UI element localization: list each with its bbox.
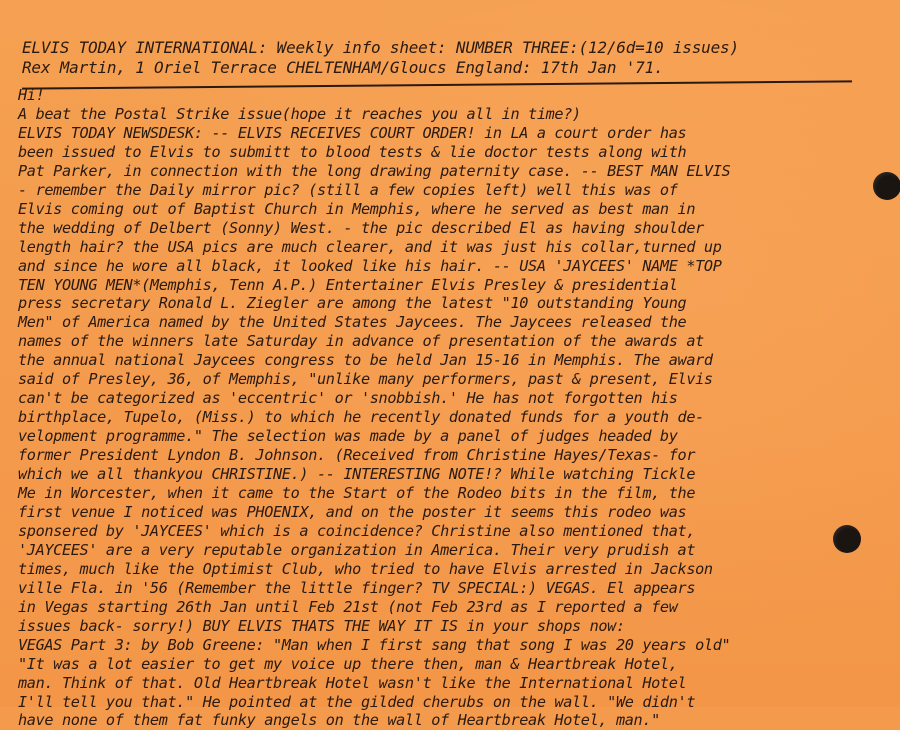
body-line: which we all thankyou CHRISTINE.) -- INTERESTING NOTE!? While watching Tickle (18, 465, 696, 484)
body-line: - remember the Daily mirror pic? (still a few copies left) well this was of (18, 180, 678, 199)
body-line: Hi! (18, 86, 45, 104)
body-line: Pat Parker, in connection with the long drawing paternity case. -- BEST MAN ELVIS (18, 161, 731, 180)
body-line: 'JAYCEES' are a very reputable organization in America. Their very prudish at (18, 540, 696, 559)
body-line: issues back- sorry!) BUY ELVIS THATS THE WAY IT IS in your shops now: (18, 616, 625, 635)
body-line: length hair? the USA pics are much clearer, and it was just his collar,turned up (18, 237, 722, 256)
body-line: have none of them fat funky angels on the wall of Heartbreak Hotel, man." (18, 711, 660, 730)
body-line: man. Think of that. Old Heartbreak Hotel wasn't like the International Hotel (18, 673, 687, 692)
body-line: former President Lyndon B. Johnson. (Received from Christine Hayes/Texas- for (18, 446, 696, 465)
body-line: Me in Worcester, when it came to the Start of the Rodeo bits in the film, the (18, 484, 696, 503)
body-line: the annual national Jaycees congress to be held Jan 15-16 in Memphis. The award (18, 351, 713, 370)
body-line: I'll tell you that." He pointed at the gilded cherubs on the wall. "We didn't (18, 692, 696, 711)
body-line: birthplace, Tupelo, (Miss.) to which he recently donated funds for a youth de- (18, 408, 704, 427)
body-line: VEGAS Part 3: by Bob Greene: "Man when I first sang that song I was 20 years old" (18, 635, 731, 654)
body-line: the wedding of Delbert (Sonny) West. - the pic described El as having shoulder (18, 218, 704, 237)
body-line: Men" of America named by the United States Jaycees. The Jaycees released the (18, 313, 687, 332)
body-line: first venue I noticed was PHOENIX, and on the poster it seems this rodeo was (18, 502, 687, 521)
body-line: can't be categorized as 'eccentric' or 'snobbish.' He has not forgotten his (18, 389, 678, 408)
body-line: and since he wore all black, it looked like his hair. -- USA 'JAYCEES' NAME *TOP (18, 256, 722, 275)
body-line: press secretary Ronald L. Ziegler are among the latest "10 outstanding Young (18, 294, 687, 313)
body-line: A beat the Postal Strike issue(hope it reaches you all in time?) (18, 104, 581, 123)
body-line: names of the winners late Saturday in advance of presentation of the awards at (18, 332, 704, 351)
punch-hole (873, 172, 900, 200)
header-title-line: ELVIS TODAY INTERNATIONAL: Weekly info sheet: NUMBER THREE:(12/6d=10 issues) (22, 38, 739, 57)
punch-hole (833, 525, 861, 553)
body-line: times, much like the Optimist Club, who tried to have Elvis arrested in Jackson (18, 559, 713, 578)
newsletter-body (18, 86, 888, 730)
body-line: ville Fla. in '56 (Remember the little finger? TV SPECIAL:) VEGAS. El appears (18, 578, 696, 597)
body-line: in Vegas starting 26th Jan until Feb 21st (not Feb 23rd as I reported a few (18, 597, 678, 616)
body-line: velopment programme." The selection was made by a panel of judges headed by (18, 427, 678, 446)
body-line: "It was a lot easier to get my voice up there then, man & Heartbreak Hotel, (18, 654, 678, 673)
body-line: ELVIS TODAY NEWSDESK: -- ELVIS RECEIVES COURT ORDER! in LA a court order has (18, 123, 687, 142)
body-line: Elvis coming out of Baptist Church in Memphis, where he served as best man in (18, 199, 696, 218)
sheet-header (22, 38, 882, 78)
body-line: said of Presley, 36, of Memphis, "unlike many performers, past & present, Elvis (18, 370, 713, 389)
body-line: sponsered by 'JAYCEES' which is a coincidence? Christine also mentioned that, (18, 521, 696, 540)
body-line: TEN YOUNG MEN*(Memphis, Tenn A.P.) Entertainer Elvis Presley & presidential (18, 275, 678, 294)
body-line: been issued to Elvis to submitt to blood tests & lie doctor tests along with (18, 142, 687, 161)
header-address-line: Rex Martin, 1 Oriel Terrace CHELTENHAM/Gloucs England: 17th Jan '71. (22, 58, 664, 77)
